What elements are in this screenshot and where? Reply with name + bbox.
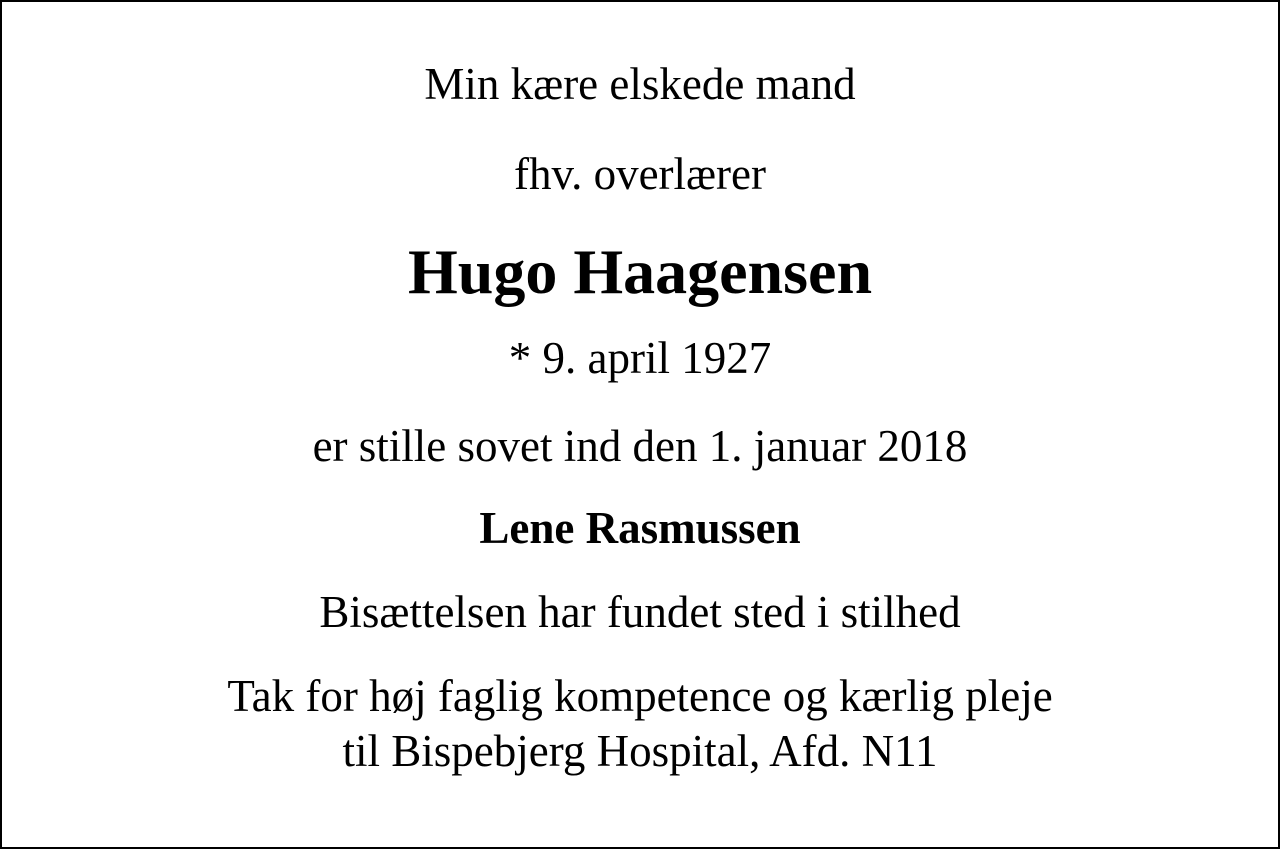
signer-name: Lene Rasmussen bbox=[479, 503, 801, 553]
deceased-name: Hugo Haagensen bbox=[407, 236, 873, 307]
deceased-title: fhv. overlærer bbox=[514, 149, 766, 199]
thanks-text-line-1: Tak for høj faglig kompetence og kærlig pleje bbox=[227, 671, 1053, 721]
funeral-text: Bisættelsen har fundet sted i stilhed bbox=[319, 587, 961, 637]
intro-text: Min kære elskede mand bbox=[424, 59, 856, 109]
thanks-text-line-2: til Bispebjerg Hospital, Afd. N11 bbox=[342, 726, 938, 776]
death-date: er stille sovet ind den 1. januar 2018 bbox=[312, 421, 968, 471]
birth-date: * 9. april 1927 bbox=[508, 333, 772, 383]
